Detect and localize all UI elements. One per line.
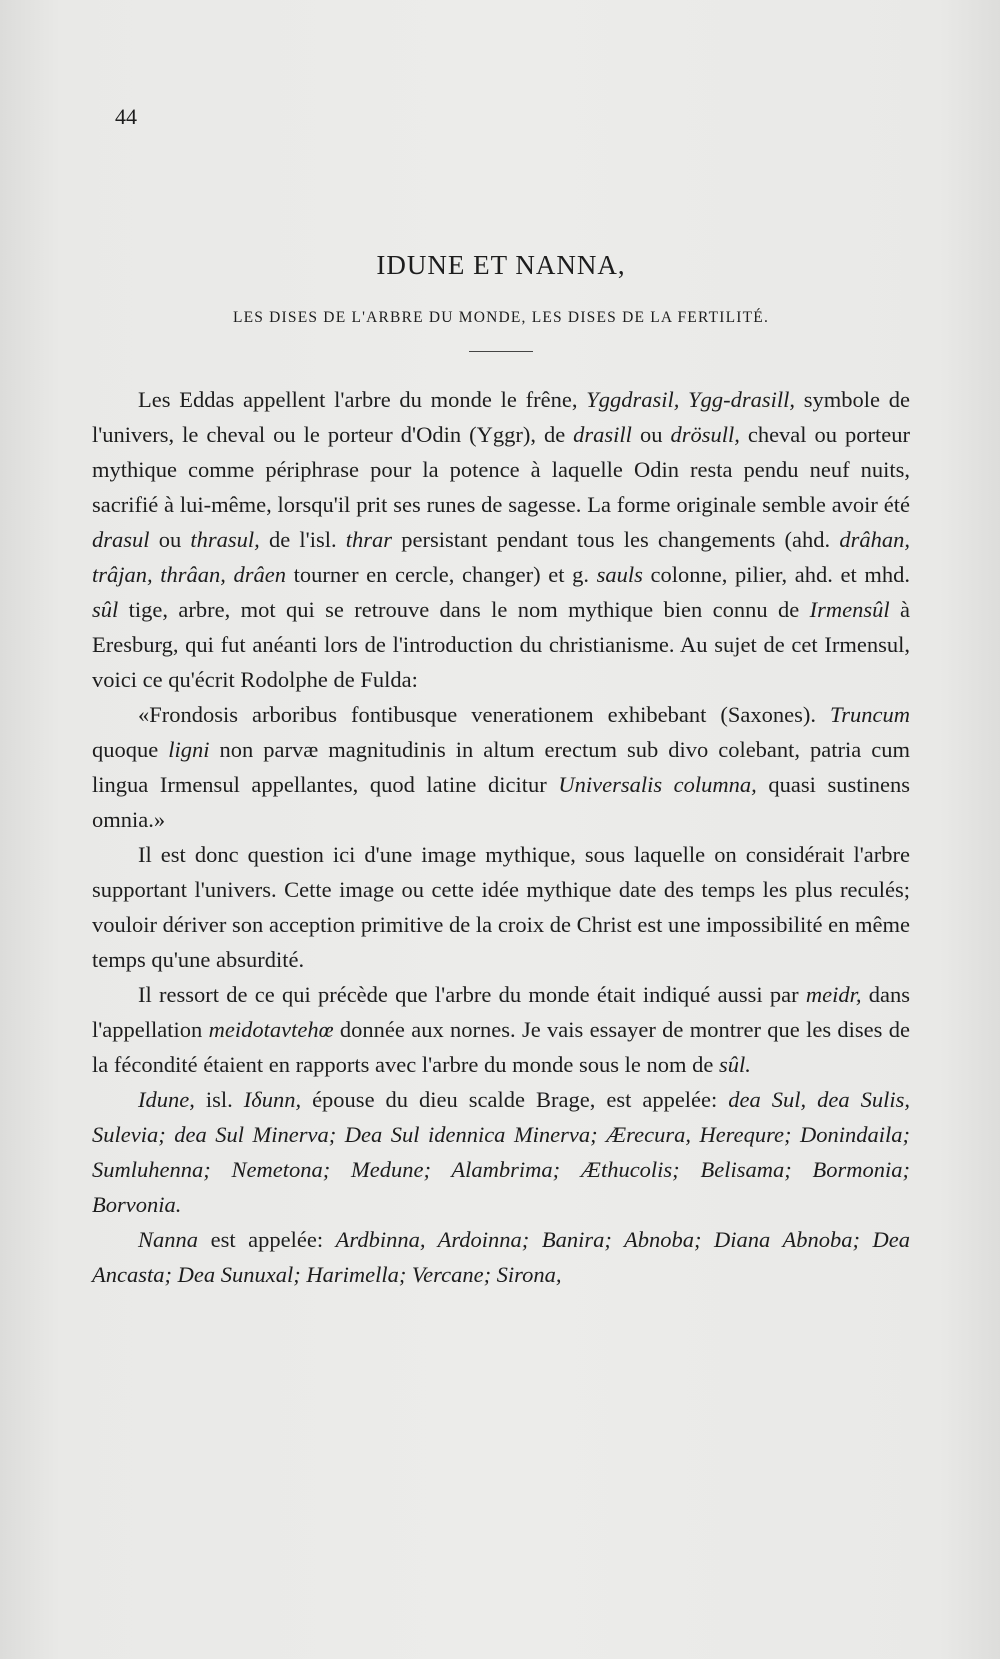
paragraph bbox=[92, 382, 910, 697]
page-content bbox=[92, 250, 910, 1292]
body-text bbox=[92, 382, 910, 1292]
italic-text: drösull, bbox=[670, 422, 740, 447]
italic-text: sûl bbox=[92, 597, 119, 622]
text-run: quoque bbox=[92, 737, 169, 762]
italic-text: dea Sul, dea Sulis, Sulevia; dea Sul Minerva; Dea Sul idennica Minerva; Ærecura, Herequre; Donindaila; Sumluhenna; Nemetona; Medune; Alambrima; Æthucolis; Belisama; Bormonia; Borvonia. bbox=[92, 1087, 911, 1217]
text-run: de l'isl. bbox=[259, 527, 346, 552]
italic-text: drasill bbox=[573, 422, 632, 447]
text-run: à Eresburg, qui fut anéanti lors de l'introduction du christianisme. Au sujet de cet Irmensul, voici ce qu'écrit Rodolphe de Fulda: bbox=[92, 597, 910, 692]
italic-text: thrar bbox=[345, 527, 393, 552]
paragraph bbox=[92, 977, 910, 1082]
text-run: donnée aux nornes. Je vais essayer de montrer que les dises de la fécondité étaient en rapports avec l'arbre du monde sous le nom de bbox=[92, 1017, 910, 1077]
text-run: symbole de l'univers, le cheval ou le porteur d'Odin (Yggr), de bbox=[92, 387, 910, 447]
italic-text: Irmensûl bbox=[809, 597, 890, 622]
italic-text: sûl. bbox=[718, 1052, 751, 1077]
chapter-title: IDUNE ET NANNA, bbox=[376, 250, 626, 280]
text-run: colonne, pilier, ahd. et mhd. bbox=[642, 562, 910, 587]
text-run: Il est donc question ici d'une image mythique, sous laquelle on considérait l'arbre supportant l'univers. Cette image ou cette idée mythique date des temps les plus reculés; vouloir dériver son acception primitive de la croix de Christ est une impossibilité en même temps qu'une absurdité. bbox=[92, 842, 910, 972]
text-run: «Frondosis arboribus fontibusque venerationem exhibebant (Saxones). bbox=[138, 702, 830, 727]
italic-text: Truncum bbox=[829, 702, 910, 727]
italic-text: Ardbinna, Ardoinna; Banira; Abnoba; Diana Abnoba; Dea Ancasta; Dea Sunuxal; Harimella; Vercane; Sirona, bbox=[92, 1227, 910, 1287]
paragraph bbox=[92, 837, 910, 977]
text-run: ou bbox=[149, 527, 191, 552]
text-run: cheval ou porteur mythique comme périphrase pour la potence à laquelle Odin resta pendu neuf nuits, sacrifié à lui-même, lorsqu'il prit ses runes de sagesse. La forme originale semble avoir été bbox=[92, 422, 911, 517]
italic-text: meidotavtehœ bbox=[208, 1017, 334, 1042]
italic-text: ligni bbox=[168, 737, 210, 762]
italic-text: thrasul, bbox=[190, 527, 260, 552]
italic-text: Idune, bbox=[138, 1087, 195, 1112]
chapter-subtitle: LES DISES DE L'ARBRE DU MONDE, LES DISES DE LA FERTILITÉ. bbox=[232, 309, 770, 326]
title-divider bbox=[469, 351, 533, 352]
text-run: dans l'appellation bbox=[92, 982, 910, 1042]
italic-text: Yggdrasil, Ygg-drasill, bbox=[586, 387, 796, 412]
text-run: tige, arbre, mot qui se retrouve dans le nom mythique bien connu de bbox=[118, 597, 810, 622]
italic-text: meidr, bbox=[805, 982, 862, 1007]
paragraph bbox=[92, 697, 910, 837]
text-run: tourner en cercle, changer) et g. bbox=[285, 562, 597, 587]
italic-text: drasul bbox=[92, 527, 150, 552]
text-run: épouse du dieu scalde Brage, est appelée: bbox=[301, 1087, 729, 1112]
paragraph bbox=[92, 1222, 910, 1292]
text-run: quasi sustinens omnia.» bbox=[92, 772, 910, 832]
text-run: est appelée: bbox=[198, 1227, 336, 1252]
italic-text: drâhan, trâjan, thrâan, drâen bbox=[92, 527, 910, 587]
italic-text: Universalis columna, bbox=[558, 772, 757, 797]
text-run: persistant pendant tous les changements (ahd. bbox=[392, 527, 840, 552]
text-run: ou bbox=[631, 422, 671, 447]
italic-text: Iδunn, bbox=[243, 1087, 302, 1112]
paragraph bbox=[92, 1082, 910, 1222]
text-run: Il ressort de ce qui précède que l'arbre du monde était indiqué aussi par bbox=[138, 982, 806, 1007]
italic-text: sauls bbox=[596, 562, 643, 587]
text-run: Les Eddas appellent l'arbre du monde le frêne, bbox=[138, 387, 587, 412]
page-number: 44 bbox=[115, 104, 137, 129]
italic-text: Nanna bbox=[138, 1227, 199, 1252]
text-run: isl. bbox=[194, 1087, 244, 1112]
text-run: non parvæ magnitudinis in altum erectum sub divo colebant, patria cum lingua Irmensul appellantes, quod latine dicitur bbox=[92, 737, 910, 797]
